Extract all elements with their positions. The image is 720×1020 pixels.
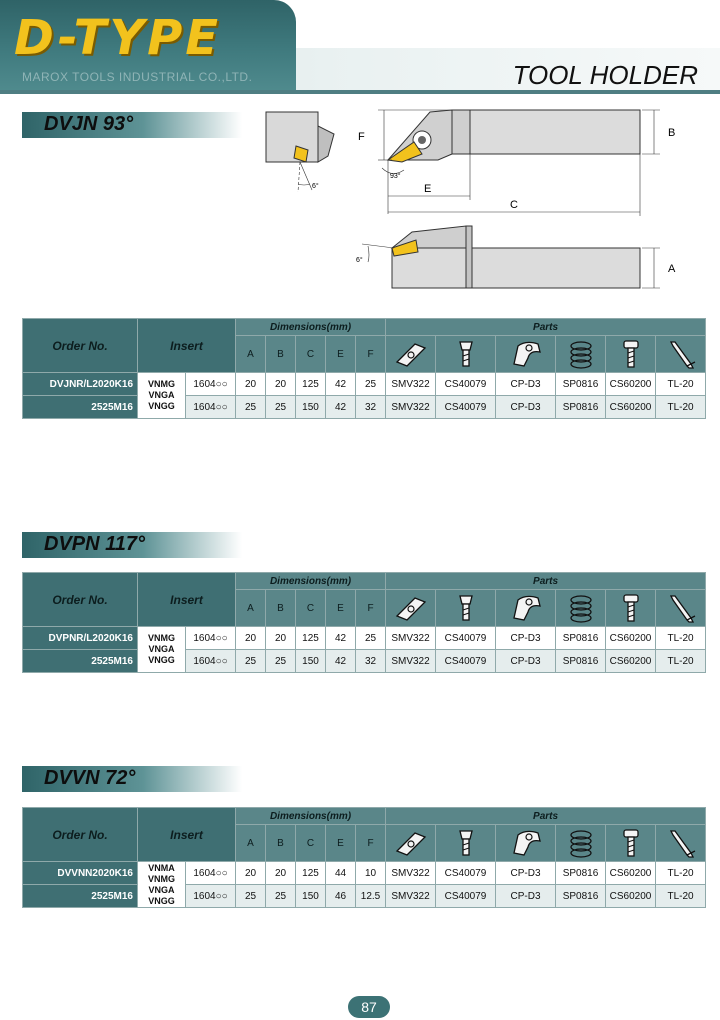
dim-e-header: E [326, 336, 356, 373]
dim-a: 20 [236, 627, 266, 650]
insert-icon [386, 336, 436, 373]
dim-f-header: F [356, 825, 386, 862]
table-row [23, 885, 706, 908]
dim-e: 42 [326, 373, 356, 396]
dim-e: 46 [326, 885, 356, 908]
part-spring: SP0816 [556, 885, 606, 908]
order-number: DVPNR/L2020K16 [23, 627, 138, 650]
insert-header: Insert [138, 808, 236, 862]
screw-icon [606, 336, 656, 373]
shim-screw-icon [436, 590, 496, 627]
dim-c: 125 [296, 862, 326, 885]
part-spring: SP0816 [556, 396, 606, 419]
dim-b: 20 [266, 862, 296, 885]
part-spring: SP0816 [556, 650, 606, 673]
order-number: 2525M16 [23, 650, 138, 673]
order-no-header: Order No. [23, 573, 138, 627]
spec-table-dvjn [22, 318, 706, 419]
section-title-dvpn: DVPN 117° [22, 532, 242, 558]
front-view-drawing [262, 106, 342, 198]
svg-text:C: C [510, 199, 518, 211]
shim-screw-icon [436, 825, 496, 862]
part-clamp: CP-D3 [496, 885, 556, 908]
dimensions-header: Dimensions(mm) [236, 319, 386, 336]
table-row [23, 650, 706, 673]
wrench-icon [656, 336, 706, 373]
dim-c: 150 [296, 885, 326, 908]
dim-a-header: A [236, 336, 266, 373]
clamp-icon [496, 336, 556, 373]
dim-c: 150 [296, 396, 326, 419]
part-insert: SMV322 [386, 373, 436, 396]
dim-e: 42 [326, 650, 356, 673]
dim-f-header: F [356, 336, 386, 373]
spring-icon [556, 336, 606, 373]
part-shim-screw: CS40079 [436, 627, 496, 650]
part-insert: SMV322 [386, 627, 436, 650]
dim-f: 12.5 [356, 885, 386, 908]
svg-text:93°: 93° [390, 173, 401, 180]
part-shim-screw: CS40079 [436, 885, 496, 908]
section-title-dvvn: DVVN 72° [22, 766, 242, 792]
dim-a-header: A [236, 825, 266, 862]
dim-c: 125 [296, 627, 326, 650]
side-view-drawing [352, 222, 686, 294]
part-clamp: CP-D3 [496, 373, 556, 396]
part-clamp: CP-D3 [496, 396, 556, 419]
part-shim-screw: CS40079 [436, 396, 496, 419]
insert-code: 1604○○ [186, 885, 236, 908]
clamp-icon [496, 590, 556, 627]
header-brand-tab [0, 0, 296, 90]
dim-c: 125 [296, 373, 326, 396]
order-number: DVJNR/L2020K16 [23, 373, 138, 396]
dim-e: 44 [326, 862, 356, 885]
part-screw: CS60200 [606, 396, 656, 419]
dim-b: 20 [266, 373, 296, 396]
insert-icon [386, 825, 436, 862]
insert-code: 1604○○ [186, 373, 236, 396]
shim-screw-icon [436, 336, 496, 373]
parts-header: Parts [386, 573, 706, 590]
dim-a: 25 [236, 396, 266, 419]
part-wrench: TL-20 [656, 396, 706, 419]
part-wrench: TL-20 [656, 650, 706, 673]
part-screw: CS60200 [606, 627, 656, 650]
part-insert: SMV322 [386, 862, 436, 885]
order-number: 2525M16 [23, 885, 138, 908]
dim-e-header: E [326, 590, 356, 627]
order-no-header: Order No. [23, 319, 138, 373]
dim-a: 25 [236, 885, 266, 908]
dim-f: 32 [356, 650, 386, 673]
part-wrench: TL-20 [656, 627, 706, 650]
dim-b-header: B [266, 590, 296, 627]
part-spring: SP0816 [556, 627, 606, 650]
dim-b: 25 [266, 885, 296, 908]
dim-b: 25 [266, 396, 296, 419]
dim-e: 42 [326, 627, 356, 650]
dim-c: 150 [296, 650, 326, 673]
part-shim-screw: CS40079 [436, 373, 496, 396]
part-shim-screw: CS40079 [436, 650, 496, 673]
part-wrench: TL-20 [656, 373, 706, 396]
svg-text:6°: 6° [356, 257, 363, 264]
dim-f: 10 [356, 862, 386, 885]
part-spring: SP0816 [556, 373, 606, 396]
dim-a-header: A [236, 590, 266, 627]
part-screw: CS60200 [606, 862, 656, 885]
dim-a: 25 [236, 650, 266, 673]
dim-b-header: B [266, 825, 296, 862]
insert-icon [386, 590, 436, 627]
table-row [23, 627, 706, 650]
svg-text:B: B [668, 127, 676, 139]
dim-c-header: C [296, 590, 326, 627]
part-wrench: TL-20 [656, 885, 706, 908]
spring-icon [556, 825, 606, 862]
insert-types: VNMA VNMG VNGA VNGG [138, 862, 186, 908]
insert-header: Insert [138, 573, 236, 627]
part-shim-screw: CS40079 [436, 862, 496, 885]
part-insert: SMV322 [386, 396, 436, 419]
top-view-drawing [352, 104, 686, 222]
clamp-icon [496, 825, 556, 862]
dim-a: 20 [236, 862, 266, 885]
insert-code: 1604○○ [186, 627, 236, 650]
svg-text:A: A [668, 263, 676, 275]
part-clamp: CP-D3 [496, 650, 556, 673]
insert-code: 1604○○ [186, 862, 236, 885]
spec-table-dvvn [22, 807, 706, 908]
spec-table-dvpn [22, 572, 706, 673]
part-wrench: TL-20 [656, 862, 706, 885]
dim-f-header: F [356, 590, 386, 627]
screw-icon [606, 825, 656, 862]
part-screw: CS60200 [606, 373, 656, 396]
dim-a: 20 [236, 373, 266, 396]
dim-b: 20 [266, 627, 296, 650]
table-row [23, 396, 706, 419]
section-title-dvjn: DVJN 93° [22, 112, 242, 138]
part-clamp: CP-D3 [496, 627, 556, 650]
parts-header: Parts [386, 319, 706, 336]
dim-e: 42 [326, 396, 356, 419]
dim-c-header: C [296, 825, 326, 862]
svg-text:E: E [424, 183, 432, 195]
spring-icon [556, 590, 606, 627]
svg-text:F: F [358, 131, 365, 143]
part-screw: CS60200 [606, 885, 656, 908]
order-no-header: Order No. [23, 808, 138, 862]
company-name: MAROX TOOLS INDUSTRIAL CO.,LTD. [22, 70, 253, 84]
table-row [23, 862, 706, 885]
insert-code: 1604○○ [186, 650, 236, 673]
dim-b-header: B [266, 336, 296, 373]
part-clamp: CP-D3 [496, 862, 556, 885]
insert-types: VNMG VNGA VNGG [138, 627, 186, 673]
table-row [23, 373, 706, 396]
parts-header: Parts [386, 808, 706, 825]
svg-text:6°: 6° [312, 183, 319, 190]
page-number: 87 [348, 996, 390, 1018]
part-insert: SMV322 [386, 650, 436, 673]
dim-f: 32 [356, 396, 386, 419]
brand-logo: D-TYPE [14, 10, 222, 66]
dim-b: 25 [266, 650, 296, 673]
screw-icon [606, 590, 656, 627]
order-number: DVVNN2020K16 [23, 862, 138, 885]
dimensions-header: Dimensions(mm) [236, 808, 386, 825]
insert-types: VNMG VNGA VNGG [138, 373, 186, 419]
section-heading: TOOL HOLDER [512, 60, 698, 90]
dim-c-header: C [296, 336, 326, 373]
header-divider [0, 90, 720, 94]
dim-f: 25 [356, 373, 386, 396]
wrench-icon [656, 590, 706, 627]
insert-code: 1604○○ [186, 396, 236, 419]
wrench-icon [656, 825, 706, 862]
dim-e-header: E [326, 825, 356, 862]
part-insert: SMV322 [386, 885, 436, 908]
order-number: 2525M16 [23, 396, 138, 419]
part-screw: CS60200 [606, 650, 656, 673]
dim-f: 25 [356, 627, 386, 650]
part-spring: SP0816 [556, 862, 606, 885]
insert-header: Insert [138, 319, 236, 373]
dimensions-header: Dimensions(mm) [236, 573, 386, 590]
